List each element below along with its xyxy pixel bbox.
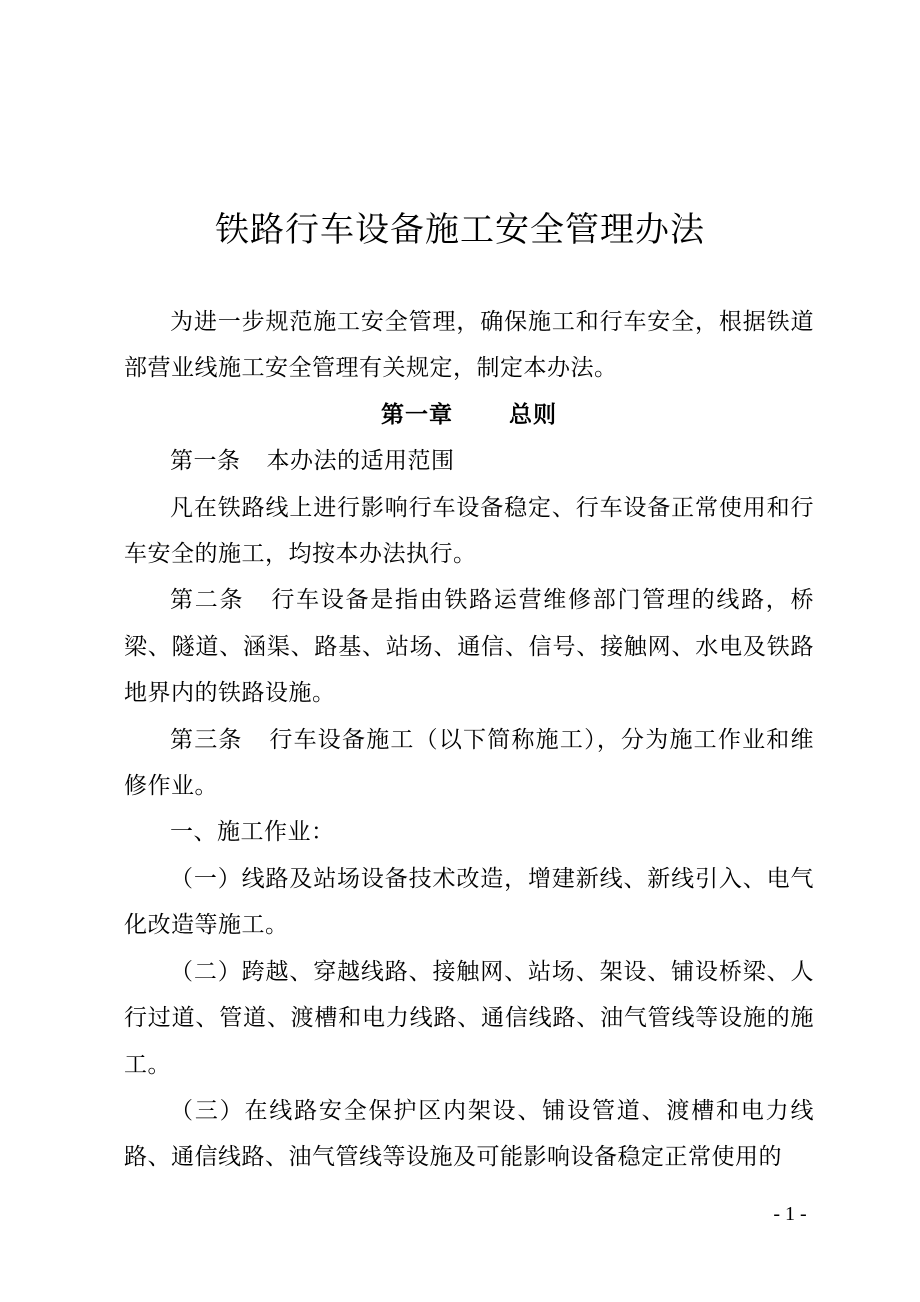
scope-paragraph: 凡在铁路线上进行影响行车设备稳定、行车设备正常使用和行车安全的施工，均按本办法执行。 bbox=[124, 494, 814, 568]
item-2: （二）跨越、穿越线路、接触网、站场、架设、铺设桥梁、人行过道、管道、渡槽和电力线路、通信线路、油气管线等设施的施工。 bbox=[124, 958, 814, 1078]
item-3: （三）在线路安全保护区内架设、铺设管道、渡槽和电力线路、通信线路、油气管线等设施及可能影响设备稳定正常使用的 bbox=[124, 1097, 814, 1171]
chapter-name: 总则 bbox=[509, 400, 557, 428]
article-2-text: 行车设备是指由铁路运营维修部门管理的线路，桥梁、隧道、涵渠、路基、站场、通信、信号、接触网、水电及铁路地界内的铁路设施。 bbox=[124, 587, 815, 707]
document-body bbox=[124, 299, 814, 1181]
document-title: 铁路行车设备施工安全管理办法 bbox=[215, 210, 705, 250]
article-3 bbox=[124, 717, 814, 810]
preamble-paragraph: 为进一步规范施工安全管理，确保施工和行车安全，根据铁道部营业线施工安全管理有关规定，制定本办法。 bbox=[124, 309, 814, 382]
article-2 bbox=[124, 577, 814, 716]
section-1-heading: 一、施工作业： bbox=[170, 819, 335, 846]
chapter-heading bbox=[124, 392, 814, 438]
article-1-text: 本办法的适用范围 bbox=[266, 448, 455, 475]
article-3-number: 第三条 bbox=[170, 726, 243, 753]
page-number: - 1 - bbox=[773, 1203, 807, 1225]
item-1: （一）线路及站场设备技术改造，增建新线、新线引入、电气化改造等施工。 bbox=[124, 865, 814, 939]
chapter-number: 第一章 bbox=[381, 400, 453, 428]
article-3-text: 行车设备施工（以下简称施工），分为施工作业和维修作业。 bbox=[124, 726, 815, 800]
article-1 bbox=[124, 438, 814, 484]
article-1-number: 第一条 bbox=[170, 448, 241, 475]
article-2-number: 第二条 bbox=[170, 587, 245, 614]
